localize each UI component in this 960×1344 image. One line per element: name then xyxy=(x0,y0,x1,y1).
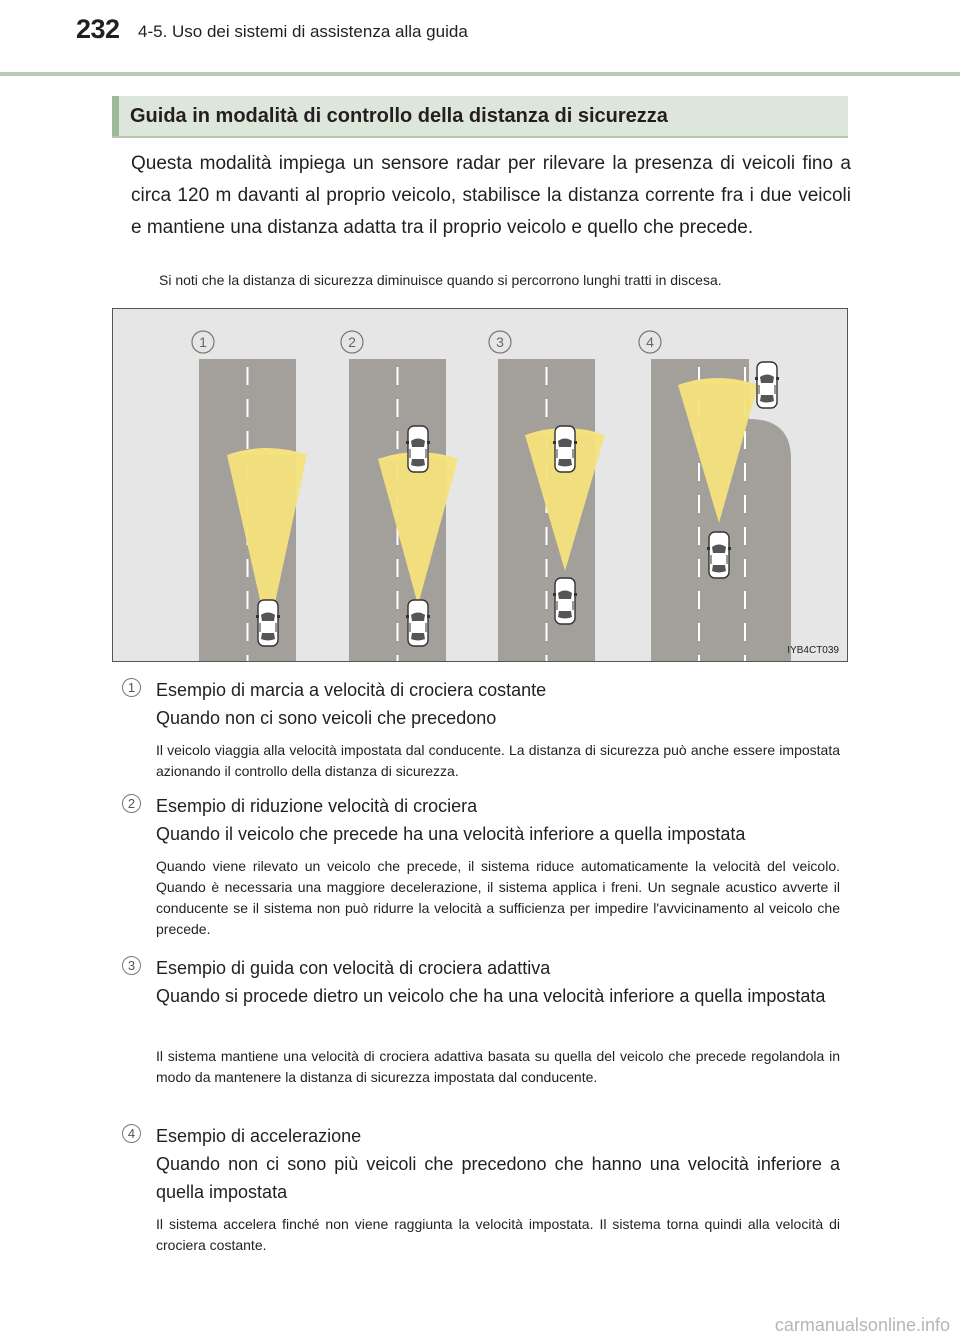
svg-text:2: 2 xyxy=(348,334,356,350)
acc-illustration xyxy=(112,308,848,662)
item-number-4: 4 xyxy=(122,1124,141,1143)
figure-label-3 xyxy=(489,331,511,353)
page-number: 232 xyxy=(76,14,120,44)
own-vehicle-3 xyxy=(553,578,577,624)
running-head: 4-5. Uso dei sistemi di assistenza alla guida xyxy=(138,22,468,41)
preceding-vehicle-3 xyxy=(553,426,577,472)
item-number-2: 2 xyxy=(122,794,141,813)
section-title: Guida in modalità di controllo della distanza di sicurezza xyxy=(130,105,668,127)
item-description-4: Il sistema accelera finché non viene raggiunta la velocità impostata. Il sistema torna quindi alla velocità di crociera costante. xyxy=(156,1216,840,1253)
item-description-1: Il veicolo viaggia alla velocità impostata dal conducente. La distanza di sicurezza può anche essere impostata azionando il controllo della distanza di sicurezza. xyxy=(156,742,840,779)
item-subtitle-2: Quando il veicolo che precede ha una velocità inferiore a quella impostata xyxy=(156,824,746,844)
own-vehicle-4 xyxy=(707,532,731,578)
item-title-3: Esempio di guida con velocità di crociera adattiva xyxy=(156,958,551,978)
section-header xyxy=(112,96,848,138)
preceding-vehicle-2 xyxy=(406,426,430,472)
item-description-2: Quando viene rilevato un veicolo che precede, il sistema riduce automaticamente la velocità del veicolo. Quando è necessaria una maggiore decelerazione, il sistema applica i freni. Un segnale acustico avverte il conducente se il sistema non può ridurre la velocità a sufficienza per impedire l'avvicinamento al veicolo che precede. xyxy=(156,858,840,937)
departing-vehicle-4 xyxy=(755,362,779,408)
section-accent-bar xyxy=(112,96,119,136)
figure-label-1 xyxy=(192,331,214,353)
svg-text:4: 4 xyxy=(646,334,654,350)
header-rule xyxy=(0,72,960,76)
item-description-3: Il sistema mantiene una velocità di crociera adattiva basata su quella del veicolo che precede regolandola in modo da mantenere la distanza di sicurezza impostata dal conducente. xyxy=(156,1048,840,1085)
svg-text:3: 3 xyxy=(496,334,504,350)
figure-code: IYB4CT039 xyxy=(787,645,839,656)
svg-text:1: 1 xyxy=(199,334,207,350)
own-vehicle-1 xyxy=(256,600,280,646)
watermark: carmanualsonline.info xyxy=(774,1315,950,1335)
item-title-2: Esempio di riduzione velocità di crociera xyxy=(156,796,478,816)
acc-illustration-svg xyxy=(113,309,848,662)
figure-label-4 xyxy=(639,331,661,353)
item-title-4: Esempio di accelerazione xyxy=(156,1126,362,1146)
item-number-3: 3 xyxy=(122,956,141,975)
item-subtitle-4: Quando non ci sono più veicoli che precedono che hanno una velocità inferiore a quella impostata xyxy=(156,1154,840,1202)
figure-label-2 xyxy=(341,331,363,353)
item-number-1: 1 xyxy=(122,678,141,697)
item-subtitle-1: Quando non ci sono veicoli che precedono xyxy=(156,708,497,728)
intro-paragraph: Questa modalità impiega un sensore radar per rilevare la presenza di veicoli fino a circa 120 m davanti al proprio veicolo, stabilisce la distanza corrente fra i due veicoli e mantiene una distanza adatta tra il proprio veicolo e quello che precede. xyxy=(131,153,851,238)
note-text: Si noti che la distanza di sicurezza diminuisce quando si percorrono lunghi tratti in discesa. xyxy=(159,272,722,288)
item-title-1: Esempio di marcia a velocità di crociera costante xyxy=(156,680,547,700)
own-vehicle-2 xyxy=(406,600,430,646)
item-subtitle-3: Quando si procede dietro un veicolo che ha una velocità inferiore a quella impostata xyxy=(156,986,826,1006)
